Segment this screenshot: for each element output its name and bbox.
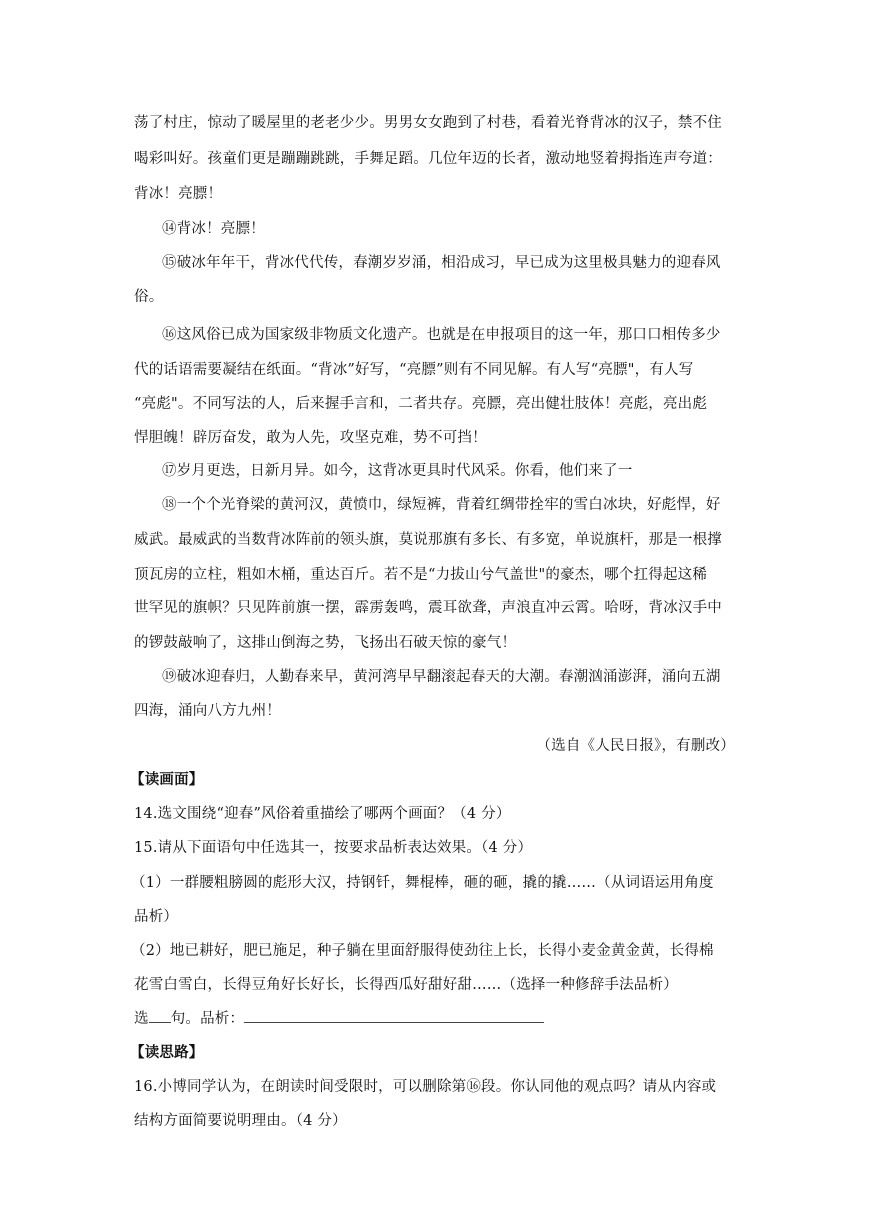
p18-line-5: 的锣鼓敲响了，这排山倒海之势，飞扬出石破天惊的豪气！: [134, 635, 517, 651]
p18-line-2: 威武。最威武的当数背冰阵前的领头旗，莫说那旗有多长、有多宽，单说旗杆，那是一根撑: [134, 532, 722, 548]
q15-option-1-line-1: （1）一群腰粗膀圆的彪形大汉，持钢钎，舞棍棒，砸的砸，撬的撬……（从词语运用角度: [131, 875, 714, 891]
sentence-choice-blank[interactable]: [149, 1010, 171, 1023]
p18-line-1: ⑱一个个光脊梁的黄河汉，黄愤巾，绿短裤，背着红绸带拴牢的雪白冰块，好彪悍，好: [162, 497, 721, 513]
p18-line-3: 顶瓦房的立柱，粗如木桶，重达百斤。若不是“力拔山兮气盖世"的豪杰，哪个扛得起这稀: [134, 567, 708, 583]
answer-prefix: 选: [134, 1011, 149, 1027]
q15-answer-line: [134, 1009, 544, 1029]
answer-mid: 句。品析：: [170, 1011, 245, 1027]
p16-line-3: “亮彪"。不同写法的人，后来握手言和，二者共存。亮膘，亮出健壮肢体！亮彪，亮出彪: [134, 396, 708, 412]
p19-line-2: 四海，涌向八方九州！: [134, 703, 281, 719]
section-title-read-picture: 【读画面】: [130, 771, 204, 788]
source-citation: （选自《人民日报》，有删改）: [536, 738, 735, 754]
p15-line-1: ⑮破冰年年干，背冰代代传，春潮岁岁涌，相沿成习，早已成为这里极具魅力的迎春风: [162, 255, 721, 271]
analysis-answer-blank[interactable]: [244, 1010, 544, 1023]
p15-line-2: 俗。: [134, 289, 164, 305]
p16-line-1: ⑯这风俗已成为国家级非物质文化遗产。也就是在申报项目的这一年，那口口相传多少: [162, 327, 721, 343]
q16-line-1: 16.小博同学认为，在朗读时间受限时，可以删除第⑯段。你认同他的观点吗？请从内容或: [134, 1079, 717, 1095]
p19-line-1: ⑲破冰迎春归，人勤春来早，黄河湾早早翻滚起春天的大潮。春潮汹涌澎湃，涌向五湖: [162, 669, 721, 685]
section-title-read-structure: 【读思路】: [130, 1044, 204, 1061]
p16-line-4: 悍胆魄！辟厉奋发，敢为人先，攻坚克难，势不可挡！: [134, 430, 487, 446]
p13-line-1: 荡了村庄，惊动了暖屋里的老老少少。男男女女跑到了村巷，看着光脊背冰的汉子，禁不住: [134, 115, 722, 131]
paragraph-17: ⑰岁月更迭，日新月异。如今，这背冰更具时代风采。你看，他们来了一: [162, 463, 633, 479]
q15-option-2-line-1: （2）地已耕好，肥已施足，种子躺在里面舒服得使劲往上长，长得小麦金黄金黄，长得棉: [131, 943, 714, 959]
q15-option-1-line-2: 品析）: [134, 909, 179, 925]
p16-line-2: 代的话语需要凝结在纸面。“背冰”好写，“亮膘”则有不同见解。有人写“亮膘"，有人写: [134, 362, 694, 378]
p13-line-3: 背冰！亮膘！: [134, 186, 223, 202]
p13-line-2: 喝彩叫好。孩童们更是蹦蹦跳跳，手舞足蹈。几位年迈的长者，激动地竖着拇指连声夸道：: [134, 151, 722, 167]
paragraph-14: ⑭背冰！亮膘！: [162, 221, 265, 237]
question-14: 14.选文围绕“迎春”风俗着重描绘了哪两个画面？（4 分）: [134, 806, 511, 822]
q16-line-2: 结构方面简要说明理由。（4 分）: [134, 1113, 347, 1129]
p18-line-4: 世罕见的旗帜？只见阵前旗一摆，霹雳轰鸣，震耳欲聋，声浪直冲云霄。哈呀，背冰汉手中: [134, 600, 722, 616]
question-15: 15.请从下面语句中任选其一，按要求品析表达效果。（4 分）: [134, 840, 533, 856]
q15-option-2-line-2: 花雪白雪白，长得豆角好长好长，长得西瓜好甜好甜……（选择一种修辞手法品析）: [134, 977, 678, 993]
